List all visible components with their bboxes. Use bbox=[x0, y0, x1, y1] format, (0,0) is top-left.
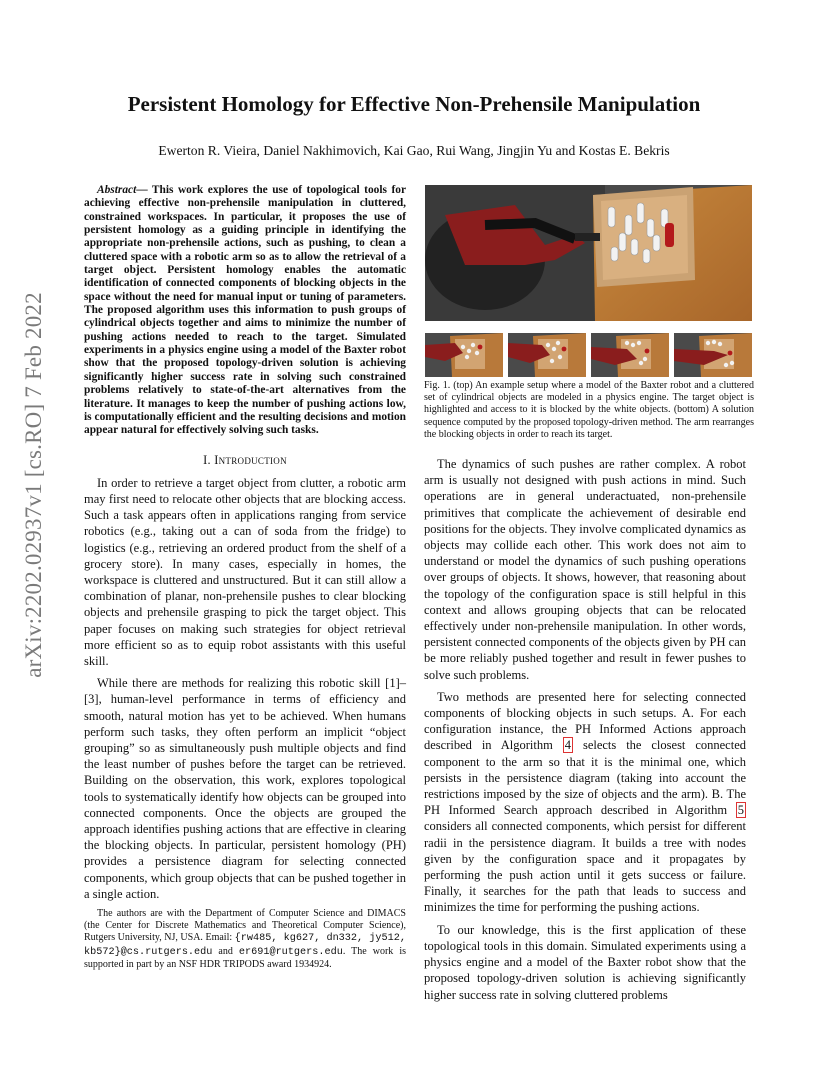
solution-frame-2 bbox=[508, 333, 586, 377]
footnote-emails-1[interactable]: {rw485, kg627, dn332, jy512, kb572}@cs.rutgers.edu bbox=[84, 933, 406, 958]
solution-sequence bbox=[425, 333, 752, 377]
solution-frame-4 bbox=[674, 333, 752, 377]
left-column bbox=[84, 184, 406, 977]
right-paragraph-2-part-b: selects the closest connected component to the arm so that it is the minimal one, which persists in the persistence diagram (taking into account the restrictions imposed by the size of objects and the arm). B. The PH Informed Search approach described in Algorithm bbox=[424, 738, 746, 818]
abstract-label: Abstract bbox=[97, 184, 137, 196]
figure-1 bbox=[425, 185, 752, 377]
footnote-text-1: The authors are with the Department of Computer Science and DIMACS (the Center for Discrete Mathematics and Theoretical Computer Science), Rutgers University, NJ, USA. Email: bbox=[84, 908, 406, 944]
right-paragraph-3: To our knowledge, this is the first application of these topological tools in this domain. Simulated experiments using a physics engine and a model of the Baxter robot show that the proposed topology-driven solution is achieving significantly higher success rate in solving cluttered problems bbox=[424, 922, 746, 1002]
arxiv-stamp bbox=[14, 290, 54, 680]
section-number: I. bbox=[203, 452, 215, 467]
author-list: Ewerton R. Vieira, Daniel Nakhimovich, Kai Gao, Rui Wang, Jingjin Yu and Kostas E. Bekris bbox=[158, 143, 670, 158]
footnote-emails-2[interactable]: er691@rutgers.edu bbox=[238, 946, 343, 958]
right-paragraph-2 bbox=[424, 689, 746, 916]
solution-frame-3 bbox=[591, 333, 669, 377]
section-title: Introduction bbox=[214, 452, 287, 467]
right-paragraph-2-part-c: considers all connected components, which persist for different radii in the persistence diagram. It builds a tree with nodes given by the configuration space and it propagates by performing the push action until it gets success or failure. Finally, it searches for the path that leads to success and minimizes the time for performing the pushing actions. bbox=[424, 819, 746, 915]
right-paragraph-2-part-a: Two methods are presented here for selecting connected components of blocking objects in such setups. A. For each configuration instance, the PH Informed Actions approach described in Algorithm bbox=[424, 689, 746, 753]
author-footnote bbox=[84, 908, 406, 971]
figure-main-image bbox=[425, 185, 752, 321]
abstract-text: — This work explores the use of topological tools for achieving effective non-prehensile manipulation in cluttered, constrained workspaces. In particular, it proposes the use of persistent homology as a guiding principle in identifying the appropriate non-prehensile actions, such as pushing, to clean a cluttered space with a robotic arm so as to allow the retrieval of a target object. Persistent homology enables the automatic identification of connected components of blocking objects in the space without the need for manual input or tuning of parameters. The proposed algorithm uses this information to push groups of cylindrical objects together and aims to minimize the number of pushing actions needed to reach to the target. Simulated experiments in a physics engine using a model of the Baxter robot show that the proposed topology-driven solution is achieving significantly higher success rate in solving such constrained problems relatively to state-of-the-art alternatives from the literature. It manages to keep the number of pushing actions low, is computationally efficient and the resulting decisions and motion appear natural for effectively solving such tasks. bbox=[84, 184, 406, 437]
algorithm-5-link[interactable]: 5 bbox=[737, 803, 744, 818]
algorithm-4-link[interactable]: 4 bbox=[564, 738, 572, 753]
figure-1-caption: Fig. 1. (top) An example setup where a model of the Baxter robot and a cluttered set of cylindrical objects are modeled in a physics engine. The target object is highlighted and access to it is blocked by the white objects. (bottom) A solution sequence computed by the proposed topology-driven method. The arm rearranges the blocking objects in order to reach its target. bbox=[424, 380, 754, 440]
section-heading-introduction bbox=[84, 452, 406, 468]
footnote-text-2: . The work is supported in part by an NSF HDR TRIPODS award 1934924. bbox=[84, 945, 406, 970]
intro-paragraph-1: In order to retrieve a target object from clutter, a robotic arm may first need to relocate other objects that are blocking access. Such a task appears often in applications ranging from service robotics (e.g., taking out a can of soda from the fridge) to logistics (e.g., retrieving an ordered product from the shelf of a grocery store). In many cases, especially in homes, the workspace is cluttered and unstructured. But it can still allow a combination of planar, non-prehensile pushes to clear blocking objects and prehensile grasping to pick the target object. This paper focuses on making such strategies for object retrieval more efficient so as to equip robot assistants with this useful skill. bbox=[84, 475, 406, 668]
arxiv-id: arXiv:2202.02937v1 [cs.RO] 7 Feb 2022 bbox=[21, 292, 46, 678]
right-paragraph-1: The dynamics of such pushes are rather complex. A robot arm is usually not designed with push actions in mind. Such operations are in general underactuated, non-prehensile primitives that complicate the achievement of desirable end positions for the objects. They involve complicated dynamics as objects may collide each other. This work does not aim to understand or model the dynamics of such pushing operations over groups of objects. It shows, however, that reasoning about the topology of the configuration space is still helpful in this context and allows grouping objects that can be relocated effectively under non-prehensile manipulation. In other words, persistent connected components of the objects given by PH can be more reliably pushed together and result in fewer pushes to solve such problems. bbox=[424, 457, 746, 682]
paper-title: Persistent Homology for Effective Non-Prehensile Manipulation bbox=[127, 92, 701, 116]
footnote-and: and bbox=[212, 945, 239, 957]
right-column bbox=[424, 456, 746, 1009]
intro-paragraph-2: While there are methods for realizing this robotic skill [1]–[3], human-level performance in terms of efficiency and smooth, natural motion has yet to be achieved. When humans perform such tasks, they often perform an implicit “object grouping” so as simultaneously push multiple objects and find the least number of pushes before the target can be retrieved. Building on the observation, this work, explores topological tools to systematically identify how objects can be grouped into connected components. Once the objects are grouped the approach identifies pushing actions that are effective in clearing the blocking objects. In particular, persistent homology (PH) provides a persistence diagram for selecting connected components, which group objects that can be pushed together in a single action. bbox=[84, 676, 406, 901]
abstract bbox=[84, 184, 406, 438]
solution-frame-1 bbox=[425, 333, 503, 377]
